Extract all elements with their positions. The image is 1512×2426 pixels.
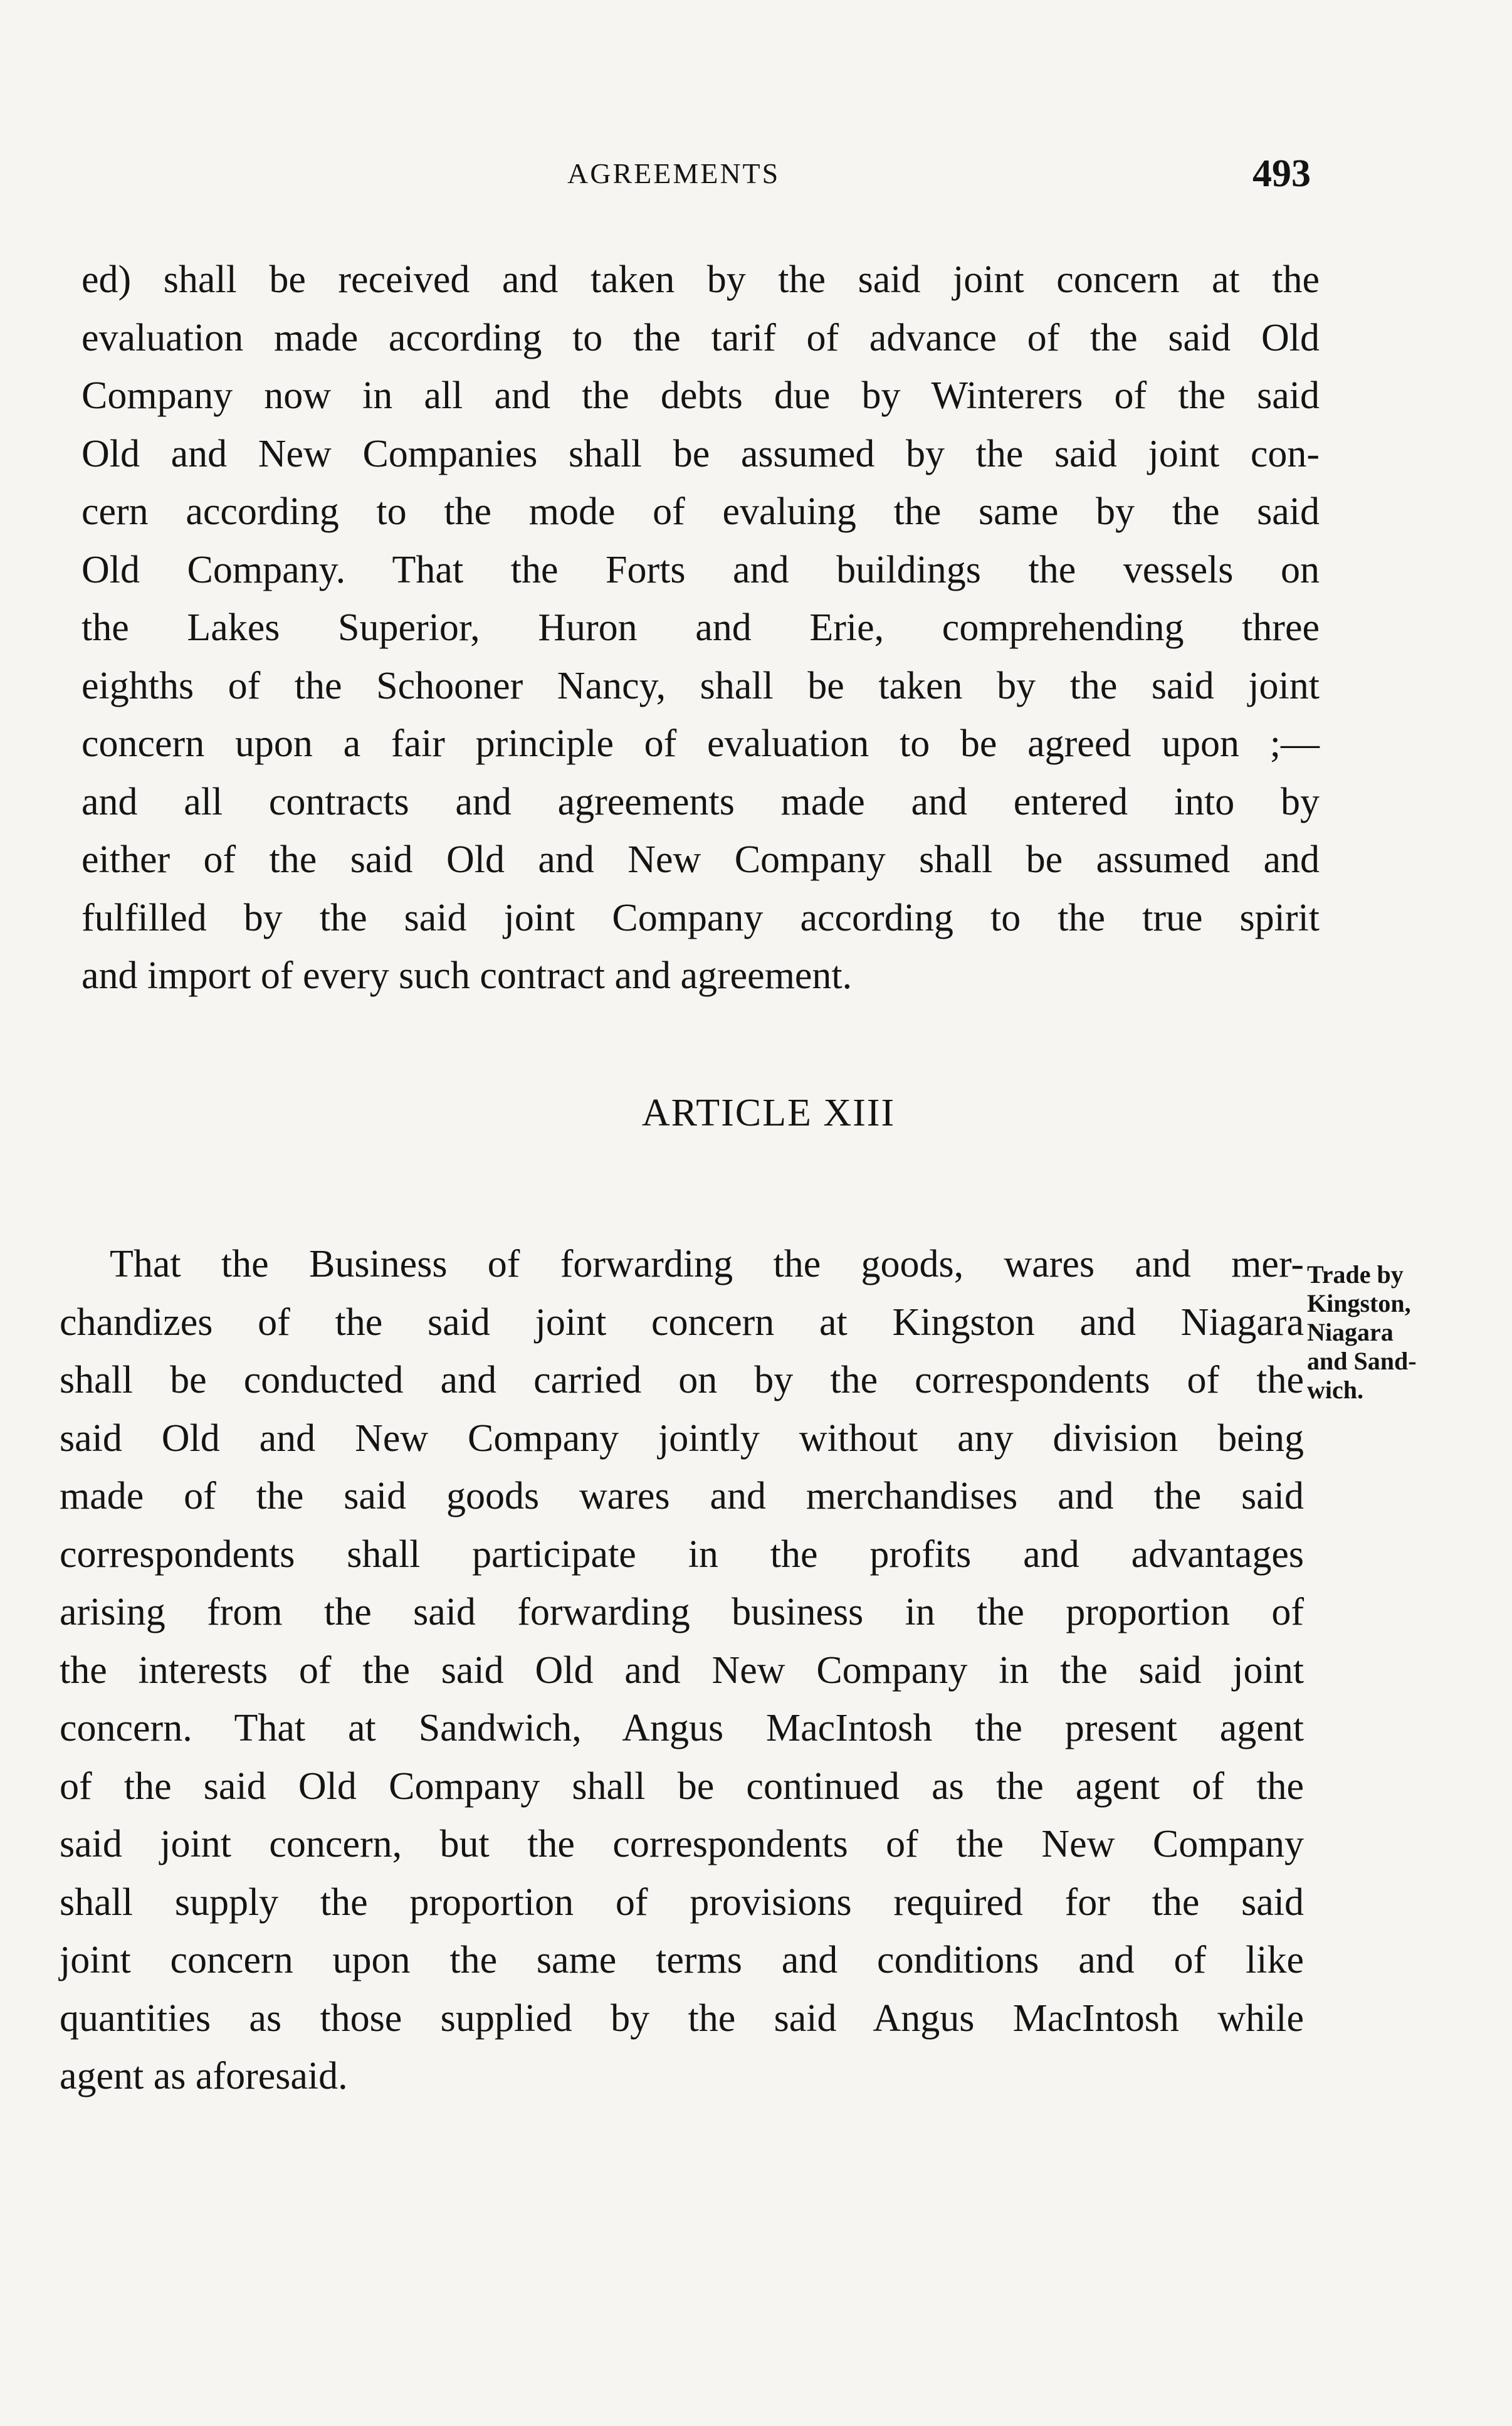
text-line: quantities as those supplied by the said Angus MacIntosh while: [60, 1996, 1304, 2040]
text-line: said Old and New Company jointly without any division being: [60, 1416, 1304, 1460]
text-line: arising from the said forwarding business in the proportion of: [60, 1591, 1304, 1633]
text-line: eighths of the Schooner Nancy, shall be taken by the said joint: [81, 664, 1320, 707]
text-line: said joint concern, but the correspondents of the New Company: [60, 1823, 1304, 1865]
running-title: AGREEMENTS: [567, 157, 780, 189]
text-line: chandizes of the said joint concern at Kingston and Niagara: [60, 1300, 1304, 1344]
margin-note-line: Niagara: [1307, 1318, 1394, 1346]
text-line: shall supply the proportion of provisions required for the said: [60, 1880, 1304, 1924]
text-line: either of the said Old and New Company shall be assumed and: [81, 838, 1320, 881]
text-line: concern. That at Sandwich, Angus MacIntosh the present agent: [60, 1707, 1304, 1749]
text-line: ed) shall be received and taken by the said joint concern at the: [81, 258, 1320, 301]
text-line: of the said Old Company shall be continued as the agent of the: [60, 1764, 1304, 1808]
margin-note-line: wich.: [1307, 1376, 1363, 1404]
text-line: joint concern upon the same terms and conditions and of like: [60, 1939, 1304, 1981]
margin-note: [1307, 1260, 1457, 1405]
article-heading: ARTICLE XIII: [641, 1092, 896, 1134]
text-line: shall be conducted and carried on by the correspondents of the: [60, 1359, 1304, 1401]
text-line: cern according to the mode of evaluing the same by the said: [81, 490, 1320, 533]
text-line: the Lakes Superior, Huron and Erie, comprehending three: [81, 606, 1320, 649]
text-line: and all contracts and agreements made and entered into by: [81, 780, 1320, 823]
running-head: [0, 152, 1512, 207]
text-line: Company now in all and the debts due by Winterers of the said: [81, 374, 1320, 417]
text-line: fulfilled by the said joint Company according to the true spirit: [81, 896, 1320, 939]
text-line: Old and New Companies shall be assumed by the said joint con-: [81, 432, 1320, 475]
text-line: correspondents shall participate in the profits and advantages: [60, 1532, 1304, 1576]
text-line: the interests of the said Old and New Company in the said joint: [60, 1648, 1304, 1692]
paragraph-continued: [81, 251, 1320, 1005]
page-number: 493: [1252, 152, 1311, 195]
margin-note-line: Trade by: [1307, 1260, 1404, 1289]
margin-note-line: and Sand-: [1307, 1347, 1417, 1375]
text-line: evaluation made according to the tarif of advance of the said Old: [81, 316, 1320, 359]
text-line: That the Business of forwarding the goods, wares and mer-: [110, 1243, 1304, 1285]
article-paragraph: [60, 1235, 1304, 2106]
text-line: concern upon a fair principle of evaluation to be agreed upon ;—: [81, 722, 1320, 765]
text-line: Old Company. That the Forts and buildings the vessels on: [81, 548, 1320, 591]
margin-note-line: Kingston,: [1307, 1289, 1411, 1317]
text-line: agent as aforesaid.: [60, 2055, 348, 2097]
text-line: and import of every such contract and agreement.: [81, 954, 853, 997]
text-line: made of the said goods wares and merchandises and the said: [60, 1475, 1304, 1517]
